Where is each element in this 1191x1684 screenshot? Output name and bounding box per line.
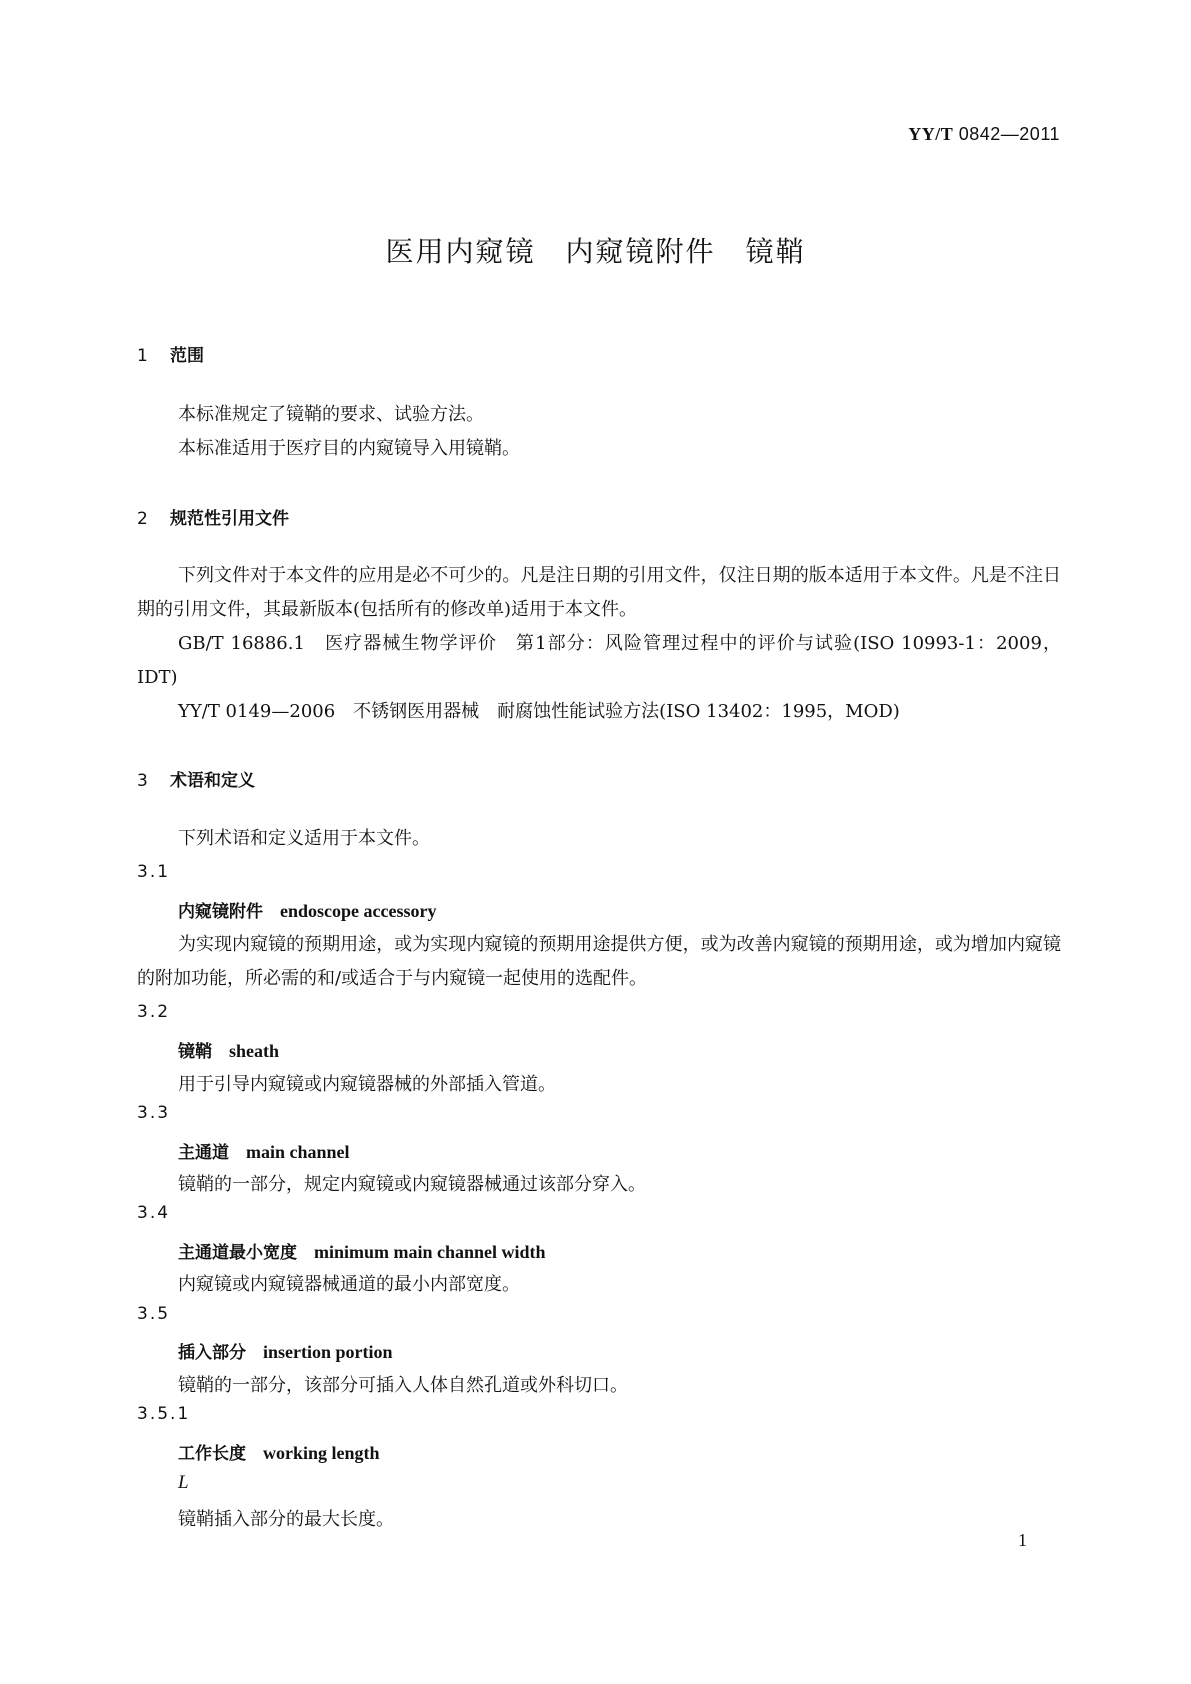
- term-definition: 镜鞘的一部分，规定内窥镜或内窥镜器械通过该部分穿入。: [178, 1174, 646, 1195]
- term-definition: 用于引导内窥镜或内窥镜器械的外部插入管道。: [178, 1074, 556, 1095]
- term-heading: [178, 1138, 350, 1163]
- document-title: 医用内窥镜 内窥镜附件 镜鞘: [385, 235, 806, 268]
- term-heading: [178, 897, 436, 922]
- section-number: 3: [137, 771, 148, 791]
- document-code: [908, 124, 1060, 145]
- section-heading-terms-and-definitions: [137, 766, 255, 791]
- section-title: 范围: [170, 346, 204, 366]
- document-code-number: 0842—2011: [958, 124, 1060, 144]
- document-code-prefix: YY/T: [908, 124, 954, 144]
- term-en: endoscope accessory: [280, 901, 437, 921]
- clause-number: 3.5.1: [137, 1404, 191, 1424]
- term-en: minimum main channel width: [314, 1242, 546, 1262]
- paragraph: 下列术语和定义适用于本文件。: [178, 828, 430, 849]
- section-number: 2: [137, 509, 148, 529]
- term-definition: 为实现内窥镜的预期用途，或为实现内窥镜的预期用途提供方便，或为改善内窥镜的预期用途，或为增加内窥镜的附加功能，所必需的和/或适合于与内窥镜一起使用的选配件。: [137, 934, 1061, 989]
- term-definition: 内窥镜或内窥镜器械通道的最小内部宽度。: [178, 1274, 520, 1295]
- reference-item: GB/T 16886.1 医疗器械生物学评价 第1部分：风险管理过程中的评价与试验(ISO 10993-1：2009，IDT): [137, 633, 1061, 688]
- section-title: 规范性引用文件: [170, 509, 289, 529]
- term-en: working length: [263, 1443, 380, 1463]
- clause-number: 3.4: [137, 1203, 171, 1223]
- term-en: main channel: [246, 1142, 350, 1162]
- term-zh: 插入部分: [178, 1343, 246, 1363]
- clause-number: 3.5: [137, 1304, 171, 1324]
- clause-number: 3.1: [137, 862, 171, 882]
- section-title: 术语和定义: [170, 771, 255, 791]
- term-zh: 内窥镜附件: [178, 902, 263, 922]
- term-symbol: L: [178, 1472, 189, 1493]
- term-zh: 主通道: [178, 1143, 229, 1163]
- paragraph: 本标准适用于医疗目的内窥镜导入用镜鞘。: [178, 438, 520, 459]
- clause-number: 3.2: [137, 1002, 171, 1022]
- term-heading: [178, 1338, 393, 1363]
- page-number: 1: [1018, 1530, 1027, 1550]
- term-heading: [178, 1238, 546, 1263]
- term-zh: 主通道最小宽度: [178, 1243, 297, 1263]
- term-heading: [178, 1037, 279, 1062]
- clause-number: 3.3: [137, 1103, 171, 1123]
- section-number: 1: [137, 346, 148, 366]
- reference-item: YY/T 0149—2006 不锈钢医用器械 耐腐蚀性能试验方法(ISO 13402：1995，MOD): [178, 701, 900, 722]
- term-zh: 工作长度: [178, 1444, 246, 1464]
- term-zh: 镜鞘: [178, 1042, 212, 1062]
- term-heading: [178, 1439, 380, 1464]
- paragraph: 下列文件对于本文件的应用是必不可少的。凡是注日期的引用文件，仅注日期的版本适用于本文件。凡是不注日期的引用文件，其最新版本(包括所有的修改单)适用于本文件。: [137, 565, 1061, 620]
- paragraph: 本标准规定了镜鞘的要求、试验方法。: [178, 404, 484, 425]
- term-en: sheath: [229, 1041, 280, 1061]
- section-heading-scope: [137, 341, 204, 366]
- term-en: insertion portion: [263, 1342, 393, 1362]
- section-heading-normative-references: [137, 504, 289, 529]
- term-definition: 镜鞘的一部分，该部分可插入人体自然孔道或外科切口。: [178, 1375, 628, 1396]
- term-definition: 镜鞘插入部分的最大长度。: [178, 1509, 394, 1530]
